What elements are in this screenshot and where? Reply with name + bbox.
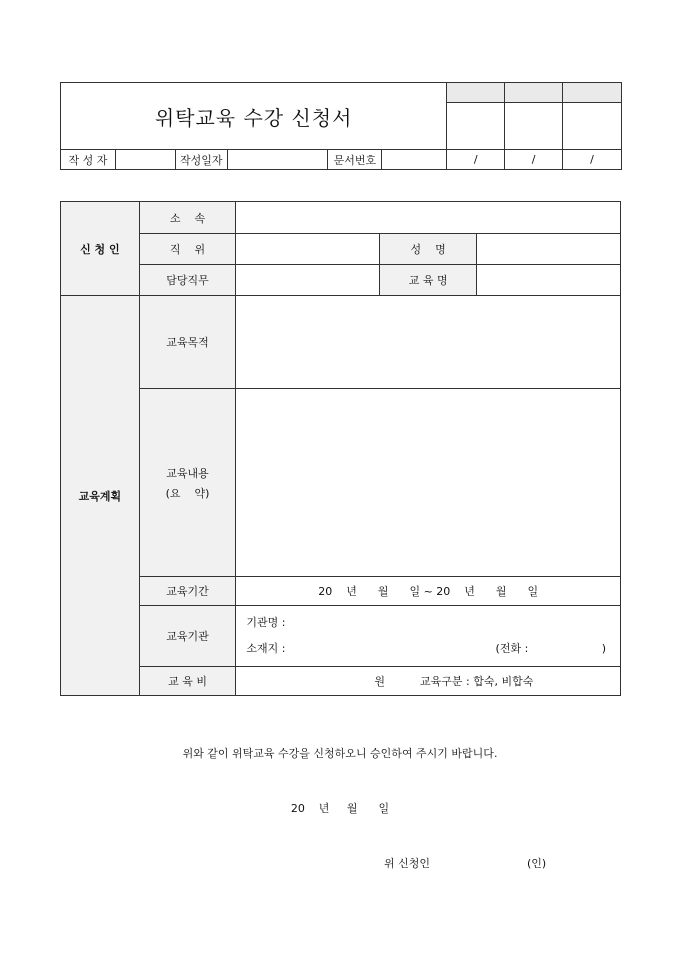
position-field[interactable] (236, 234, 380, 265)
docno-field[interactable] (382, 150, 447, 170)
institution-address-row (246, 636, 606, 662)
approval-box-1[interactable] (447, 103, 505, 150)
name-field[interactable] (477, 234, 621, 265)
name-label: 성 명 (380, 234, 477, 265)
content-field[interactable] (236, 389, 621, 577)
request-text: 위와 같이 위탁교육 수강을 신청하오니 승인하여 주시기 바랍니다. (182, 747, 498, 760)
plan-section: 교육계획 (61, 296, 140, 696)
affiliation-field[interactable] (236, 202, 621, 234)
applicant-signature-label: 위 신청인 (384, 857, 431, 870)
document-title: 위탁교육 수강 신청서 (61, 83, 447, 150)
period-label: 교육기간 (139, 577, 236, 606)
cost-label: 교 육 비 (139, 667, 236, 696)
institution-name: 기관명 : (246, 616, 286, 629)
content-label-line1: 교육내용 (166, 466, 209, 480)
course-name-field[interactable] (477, 265, 621, 296)
approval-date-3[interactable]: / (563, 150, 622, 170)
purpose-label: 교육목적 (139, 296, 236, 389)
duty-field[interactable] (236, 265, 380, 296)
cost-field[interactable]: 원 교육구분 : 합숙, 비합숙 (236, 667, 621, 696)
author-label: 작 성 자 (61, 150, 116, 170)
course-name-label: 교 육 명 (380, 265, 477, 296)
approval-head-1 (447, 83, 505, 103)
institution-label: 교육기관 (139, 606, 236, 667)
approval-date-1[interactable]: / (447, 150, 505, 170)
approval-box-2[interactable] (505, 103, 563, 150)
institution-field[interactable] (236, 606, 621, 667)
header-table (60, 82, 622, 170)
institution-phone: (전화 : ) (495, 642, 606, 655)
approval-box-3[interactable] (563, 103, 622, 150)
position-label: 직 위 (139, 234, 236, 265)
approval-date-2[interactable]: / (505, 150, 563, 170)
affiliation-label: 소 속 (139, 202, 236, 234)
content-label-line2: (요 약) (165, 486, 210, 500)
application-table (60, 201, 621, 696)
author-field[interactable] (115, 150, 175, 170)
period-field[interactable]: 20 년 월 일 ~ 20 년 월 일 (236, 577, 621, 606)
approval-head-3 (563, 83, 622, 103)
date-label: 작성일자 (175, 150, 227, 170)
seal-mark: (인) (527, 857, 547, 870)
docno-label: 문서번호 (328, 150, 382, 170)
request-date: 20 년 월 일 (290, 802, 390, 815)
approval-head-2 (505, 83, 563, 103)
applicant-section: 신 청 인 (61, 202, 140, 296)
date-field[interactable] (227, 150, 328, 170)
institution-address: 소재지 : (246, 642, 286, 655)
duty-label: 담당직무 (139, 265, 236, 296)
content-label (139, 389, 236, 577)
purpose-field[interactable] (236, 296, 621, 389)
